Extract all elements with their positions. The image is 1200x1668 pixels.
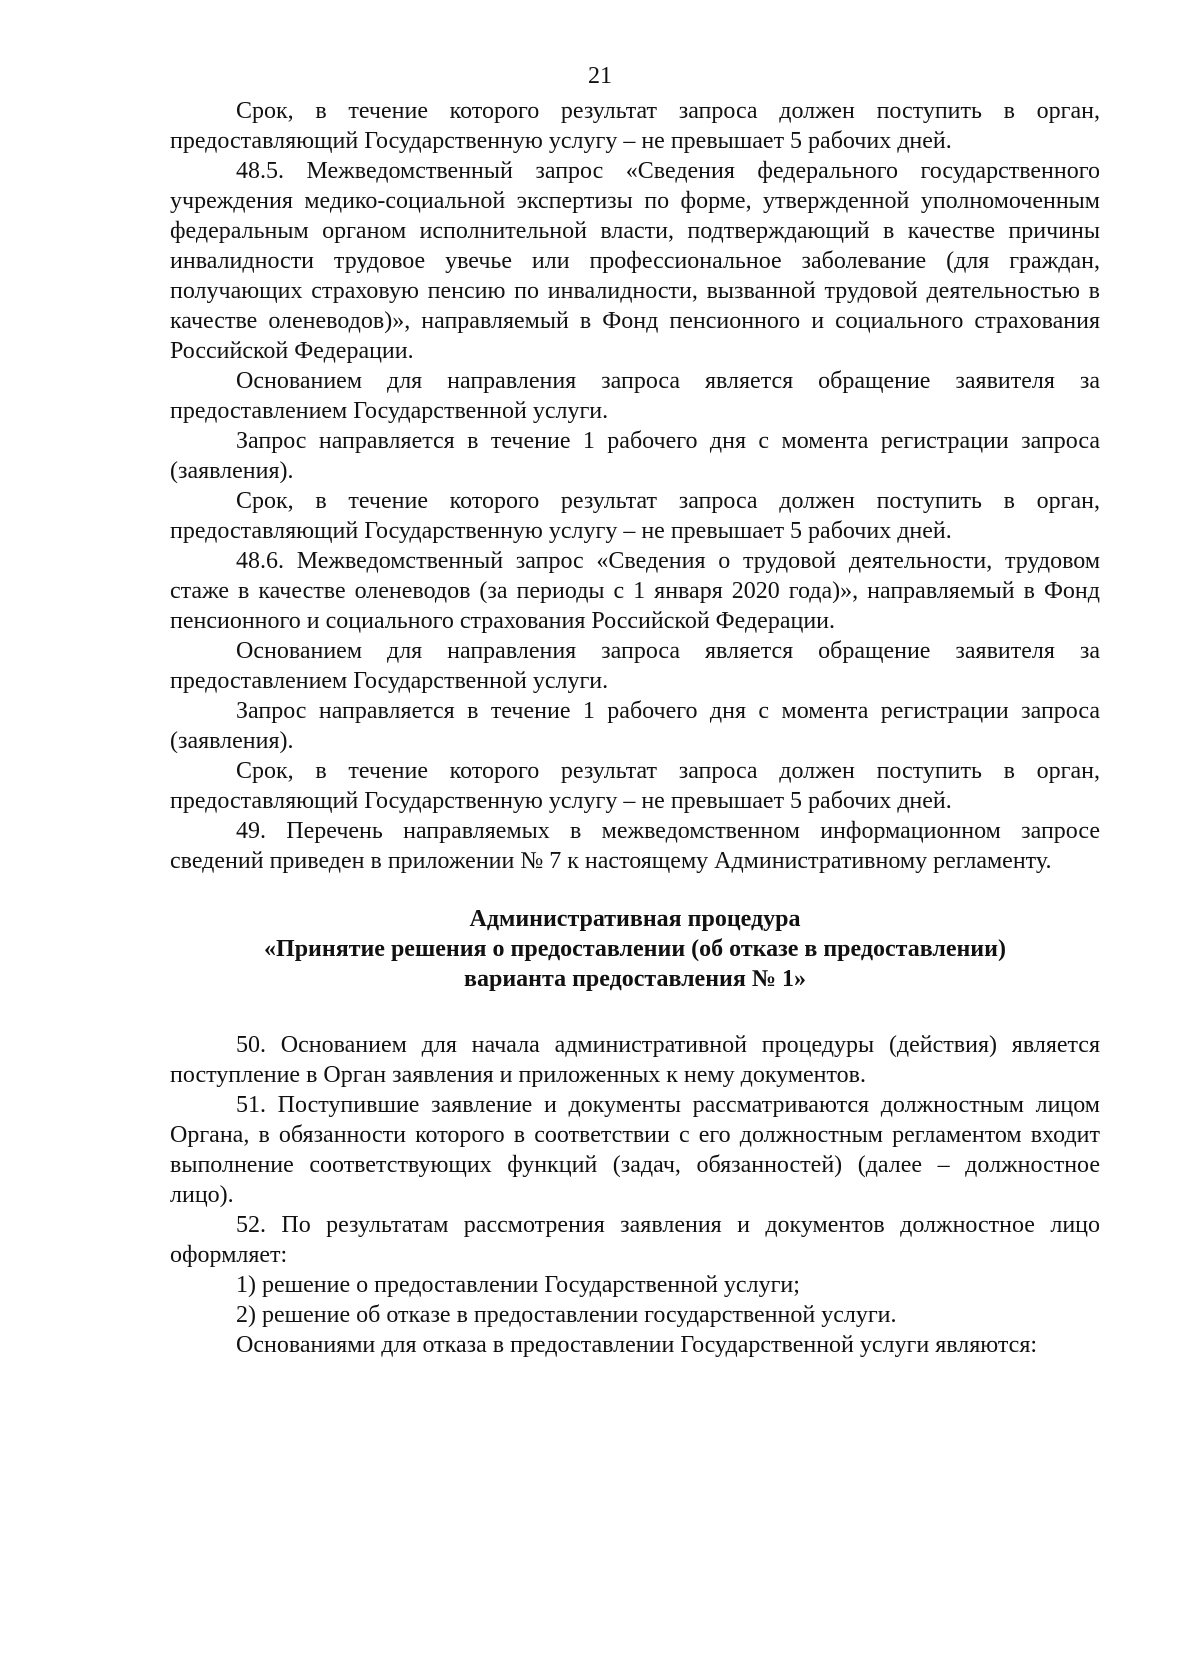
heading-line: «Принятие решения о предоставлении (об отказе в предоставлении) [264, 936, 1006, 962]
list-item: 2) решение об отказе в предоставлении государственной услуги. [236, 1302, 897, 1328]
paragraph: 50. Основанием для начала административной процедуры (действия) является поступление в Орган заявления и приложенных к нему документов. [170, 1032, 1100, 1088]
list-item: 1) решение о предоставлении Государственной услуги; [236, 1272, 800, 1298]
document-body [170, 96, 1100, 1360]
paragraph: Основанием для направления запроса является обращение заявителя за предоставлением Государственной услуги. [170, 368, 1100, 424]
paragraph: Запрос направляется в течение 1 рабочего дня с момента регистрации запроса (заявления). [170, 698, 1100, 754]
paragraph: Срок, в течение которого результат запроса должен поступить в орган, предоставляющий Государственную услугу – не превышает 5 рабочих дней. [170, 758, 1100, 814]
section-heading [170, 904, 1100, 994]
paragraph: 49. Перечень направляемых в межведомственном информационном запросе сведений приведен в приложении № 7 к настоящему Административному регламенту. [170, 818, 1100, 874]
paragraph: Основаниями для отказа в предоставлении Государственной услуги являются: [236, 1332, 1038, 1358]
paragraph: Срок, в течение которого результат запроса должен поступить в орган, предоставляющий Государственную услугу – не превышает 5 рабочих дней. [170, 488, 1100, 544]
page-number: 21 [588, 63, 612, 89]
paragraph: Запрос направляется в течение 1 рабочего дня с момента регистрации запроса (заявления). [170, 428, 1100, 484]
heading-line: варианта предоставления № 1» [464, 966, 806, 992]
paragraph: 51. Поступившие заявление и документы рассматриваются должностным лицом Органа, в обязанности которого в соответствии с его должностным регламентом входит выполнение соответствующих функций (задач, обязанностей) (далее – должностное лицо). [170, 1092, 1100, 1208]
paragraph: 52. По результатам рассмотрения заявления и документов должностное лицо оформляет: [170, 1212, 1100, 1268]
paragraph: 48.5. Межведомственный запрос «Сведения федерального государственного учреждения медико-социальной экспертизы по форме, утвержденной уполномоченным федеральным органом исполнительной власти, подтверждающий в качестве причины инвалидности трудовое увечье или профессиональное заболевание (для граждан, получающих страховую пенсию по инвалидности, вызванной трудовой деятельностью в качестве оленеводов)», направляемый в Фонд пенсионного и социального страхования Российской Федерации. [170, 158, 1100, 364]
heading-line: Административная процедура [469, 906, 801, 932]
paragraph: Срок, в течение которого результат запроса должен поступить в орган, предоставляющий Государственную услугу – не превышает 5 рабочих дней. [170, 98, 1100, 154]
paragraph: 48.6. Межведомственный запрос «Сведения о трудовой деятельности, трудовом стаже в качестве оленеводов (за периоды с 1 января 2020 года)», направляемый в Фонд пенсионного и социального страхования Российской Федерации. [170, 548, 1100, 634]
paragraph: Основанием для направления запроса является обращение заявителя за предоставлением Государственной услуги. [170, 638, 1100, 694]
